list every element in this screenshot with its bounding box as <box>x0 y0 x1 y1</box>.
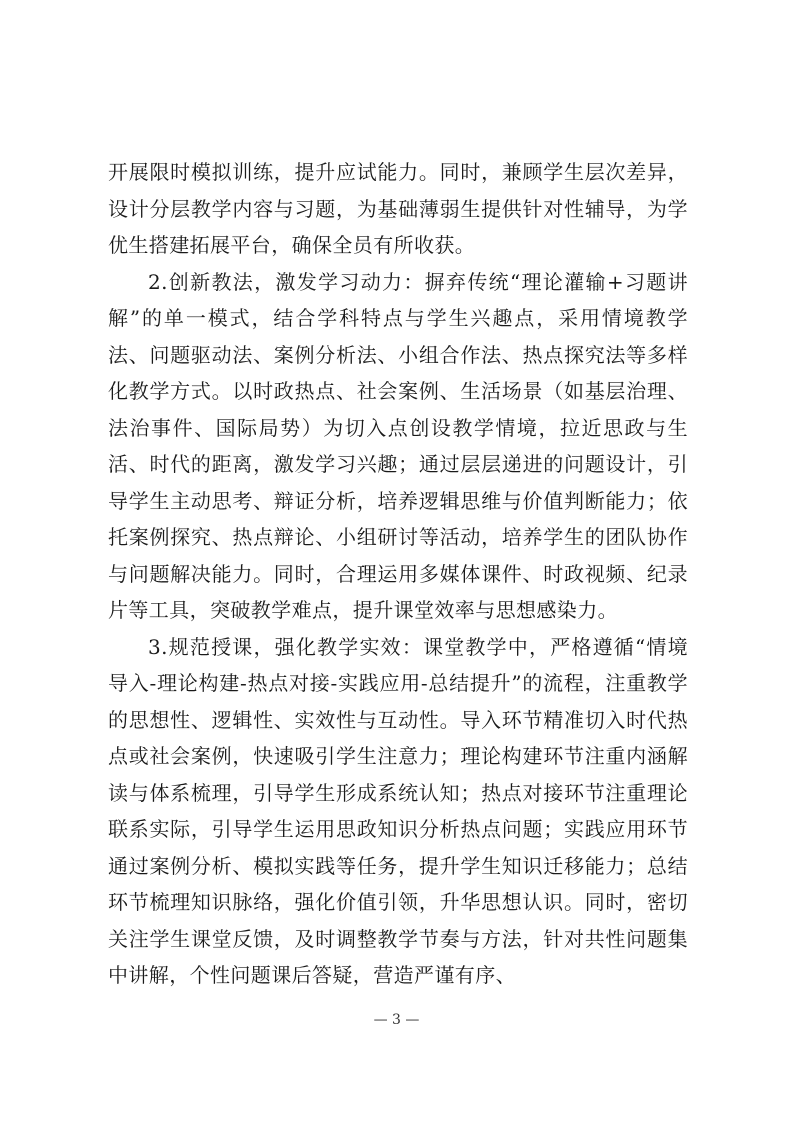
paragraph-standardized-teaching: 3.规范授课，强化教学实效：课堂教学中，严格遵循“情境导入-理论构建-热点对接-实践应用-总结提升”的流程，注重教学的思想性、逻辑性、实效性与互动性。导入环节精准切入时代热点或社会案例，快速吸引学生注意力；理论构建环节注重内涵解读与体系梳理，引导学生形成系统认知；热点对接环节注重理论联系实际，引导学生运用思政知识分析热点问题；实践应用环节通过案例分析、模拟实践等任务，提升学生知识迁移能力；总结环节梳理知识脉络，强化价值引领，升华思想认识。同时，密切关注学生课堂反馈，及时调整教学节奏与方法，针对共性问题集中讲解，个性问题课后答疑，营造严谨有序、 <box>108 634 688 987</box>
page-number: — 3 — <box>373 1012 420 1028</box>
paragraph-innovative-methods: 2.创新教法，激发学习动力：摒弃传统“理论灌输+习题讲解”的单一模式，结合学科特点与学生兴趣点，采用情境教学法、问题驱动法、案例分析法、小组合作法、热点探究法等多样化教学方式。以时政热点、社会案例、生活场景（如基层治理、法治事件、国际局势）为切入点创设教学情境，拉近思政与生活、时代的距离，激发学习兴趣；通过层层递进的问题设计，引导学生主动思考、辩证分析，培养逻辑思维与价值判断能力；依托案例探究、热点辩论、小组研讨等活动，培养学生的团队协作与问题解决能力。同时，合理运用多媒体课件、时政视频、纪录片等工具，突破教学难点，提升课堂效率与思想感染力。 <box>108 269 688 622</box>
document-body <box>108 154 688 994</box>
paragraph-continuation: 开展限时模拟训练，提升应试能力。同时，兼顾学生层次差异，设计分层教学内容与习题，为基础薄弱生提供针对性辅导，为学优生搭建拓展平台，确保全员有所收获。 <box>108 160 688 257</box>
